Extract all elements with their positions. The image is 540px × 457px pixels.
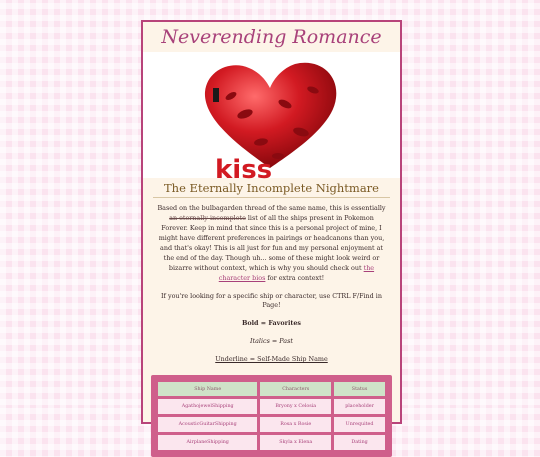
- character-bios-link[interactable]: the character bios: [218, 264, 375, 282]
- cell-status: Dating: [334, 435, 385, 450]
- cell-ship-name: AirplaneShipping: [158, 435, 257, 450]
- section-title: The Eternally Incomplete Nightmare: [153, 181, 390, 198]
- cell-characters: Skyla x Elena: [260, 435, 331, 450]
- hero-image: [143, 52, 400, 185]
- legend-italics: Italics = Past: [250, 337, 293, 345]
- intro-text-3: for extra context!: [265, 274, 325, 282]
- cell-status: Unrequited: [334, 417, 385, 432]
- legend-underline: Underline = Self-Made Ship Name: [215, 355, 328, 363]
- header-status: Status: [334, 382, 385, 396]
- content-panel: [141, 20, 402, 445]
- cell-characters: Rosa x Rosie: [260, 417, 331, 432]
- header-ship-name: Ship Name: [158, 382, 257, 396]
- intro-paragraph: [155, 203, 388, 283]
- kiss-text: kiss: [215, 155, 273, 185]
- cell-status: placeholder: [334, 399, 385, 414]
- cell-ship-name: AcousticGuitarShipping: [158, 417, 257, 432]
- ships-table-frame: [151, 375, 392, 457]
- intro-struck-text: an eternally incomplete: [169, 214, 246, 222]
- cell-characters: Bryony x Celosia: [260, 399, 331, 414]
- legend-bold: Bold = Favorites: [241, 319, 302, 327]
- heart-kiss-icon: [143, 52, 400, 185]
- intro-text-2: list of all the ships present in Pokemon Forever. Keep in mind that since this is a personal project of mine, I might have different preferences in pairings or headcanons than you, and that's okay! This is all just for fun and my personal enjoyment at the end of the day. Though uh... some of these might look weird or bizarre without context, which is why you should check out: [158, 214, 385, 272]
- intro-text: Based on the bulbagarden thread of the same name, this is essentially: [157, 204, 386, 212]
- table-row: [158, 435, 385, 450]
- table-row: [158, 399, 385, 414]
- ships-table: [155, 379, 388, 453]
- table-header-row: [158, 382, 385, 396]
- page-title: Neverending Romance: [161, 26, 382, 48]
- cell-ship-name: AgathojewelShipping: [158, 399, 257, 414]
- table-row: [158, 417, 385, 432]
- header-characters: Characters: [260, 382, 331, 396]
- search-tip: If you're looking for a specific ship or character, use CTRL F/Find in Page!: [161, 292, 382, 309]
